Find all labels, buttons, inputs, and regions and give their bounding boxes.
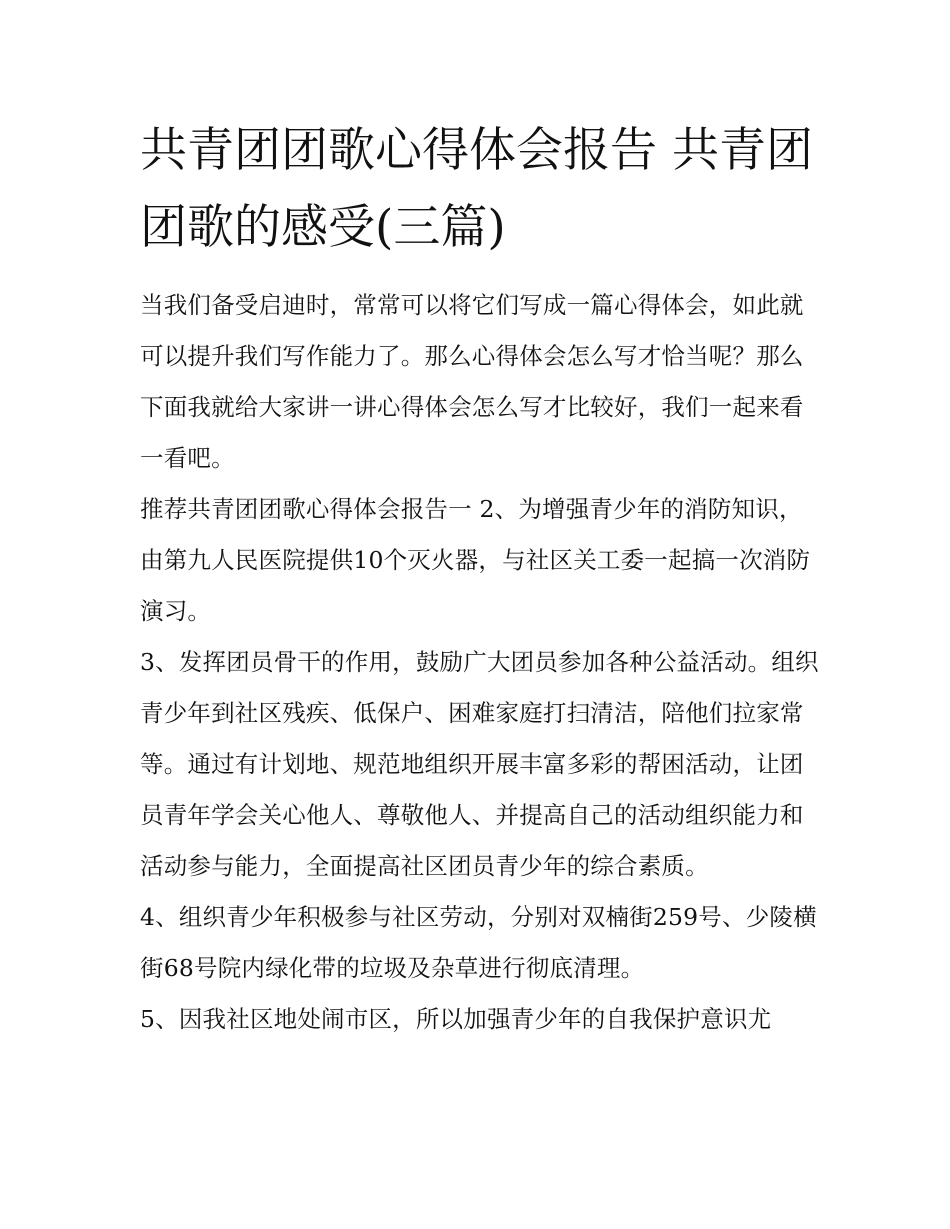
- paragraph-item-4: 4、组织青少年积极参与社区劳动，分别对双楠街259号、少陵横街68号院内绿化带的垃圾及杂草进行彻底清理。: [140, 903, 817, 982]
- paragraph-item-5: 5、因我社区地处闹市区，所以加强青少年的自我保护意识尤: [140, 1005, 772, 1033]
- paragraph-item-3: 3、发挥团员骨干的作用，鼓励广大团员参加各种公益活动。组织青少年到社区残疾、低保户、困难家庭打扫清洁，陪他们拉家常等。通过有计划地、规范地组织开展丰富多彩的帮困活动，让团员青年学会关心他人、尊敬他人、并提高自己的活动组织能力和活动参与能力，全面提高社区团员青少年的综合素质。: [140, 648, 819, 880]
- document-content: [140, 112, 820, 1045]
- paragraph-recommend: 推荐共青团团歌心得体会报告一 2、为增强青少年的消防知识，由第九人民医院提供10个灭火器，与社区关工委一起搞一次消防演习。: [140, 495, 811, 625]
- document-title: 共青团团歌心得体会报告 共青团团歌的感受(三篇): [140, 123, 813, 255]
- paragraph-intro: 当我们备受启迪时，常常可以将它们写成一篇心得体会，如此就可以提升我们写作能力了。那么心得体会怎么写才恰当呢？那么下面我就给大家讲一讲心得体会怎么写才比较好，我们一起来看一看吧。: [140, 291, 804, 472]
